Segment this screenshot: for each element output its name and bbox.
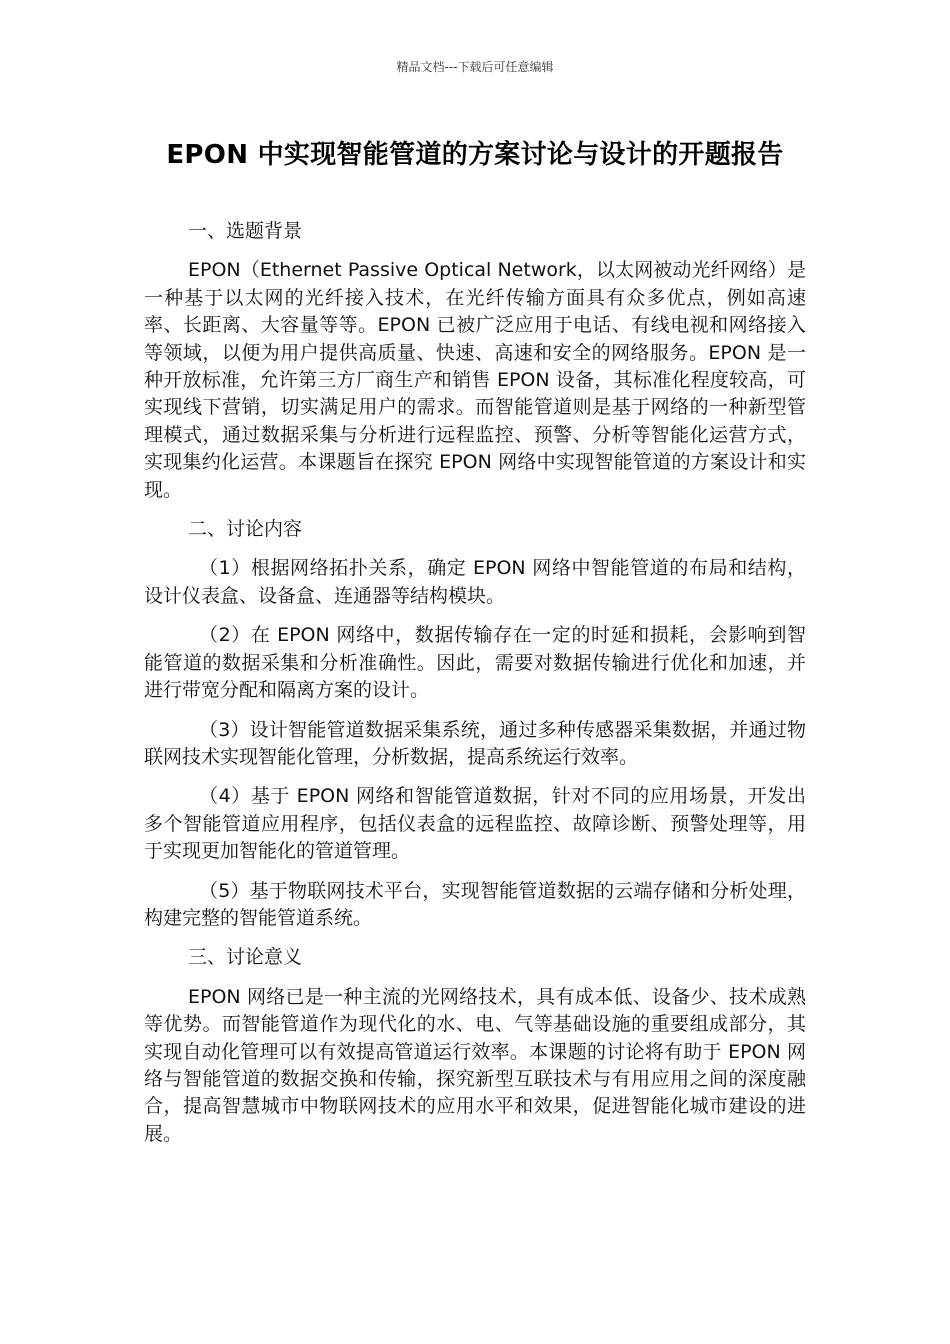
section-heading: 一、选题背景	[188, 220, 303, 242]
page-header: 精品文档---下载后可任意编辑	[396, 60, 554, 74]
list-item: （1）根据网络拓扑关系，确定 EPON 网络中智能管道的布局和结构，设计仪表盒、设备盒、连通器等结构模块。	[144, 557, 806, 607]
section-significance	[144, 944, 806, 1148]
document-title: EPON 中实现智能管道的方案讨论与设计的开题报告	[166, 140, 784, 170]
section-discussion-content	[144, 516, 806, 932]
section-background	[144, 218, 806, 504]
document-body	[144, 218, 806, 1160]
list-item: （5）基于物联网技术平台，实现智能管道数据的云端存储和分析处理，构建完整的智能管道系统。	[144, 879, 806, 929]
body-paragraph: EPON 网络已是一种主流的光网络技术，具有成本低、设备少、技术成熟等优势。而智能管道作为现代化的水、电、气等基础设施的重要组成部分，其实现自动化管理可以有效提高管道运行效率。本课题的讨论将有助于 EPON 网络与智能管道的数据交换和传输，探究新型互联技术与有用应用之间的深度融合，提高智慧城市中物联网技术的应用水平和效果，促进智能化城市建设的进展。	[144, 985, 806, 1145]
list-item: （3）设计智能管道数据采集系统，通过多种传感器采集数据，并通过物联网技术实现智能化管理，分析数据，提高系统运行效率。	[144, 718, 806, 768]
list-item: （4）基于 EPON 网络和智能管道数据，针对不同的应用场景，开发出多个智能管道应用程序，包括仪表盒的远程监控、故障诊断、预警处理等，用于实现更加智能化的管道管理。	[144, 785, 806, 863]
body-paragraph: EPON（Ethernet Passive Optical Network，以太网被动光纤网络）是一种基于以太网的光纤接入技术，在光纤传输方面具有众多优点，例如高速率、长距离、大容量等等。EPON 已被广泛应用于电话、有线电视和网络接入等领域，以便为用户提供高质量、快速、高速和安全的网络服务。EPON 是一种开放标准，允许第三方厂商生产和销售 EPON 设备，其标准化程度较高，可实现线下营销，切实满足用户的需求。而智能管道则是基于网络的一种新型管理模式，通过数据采集与分析进行远程监控、预警、分析等智能化运营方式，实现集约化运营。本课题旨在探究 EPON 网络中实现智能管道的方案设计和实现。	[144, 259, 806, 501]
section-heading: 二、讨论内容	[188, 518, 303, 541]
list-item: （2）在 EPON 网络中，数据传输存在一定的时延和损耗，会影响到智能管道的数据采集和分析准确性。因此，需要对数据传输进行优化和加速，并进行带宽分配和隔离方案的设计。	[144, 624, 806, 702]
section-heading: 三、讨论意义	[188, 946, 303, 969]
